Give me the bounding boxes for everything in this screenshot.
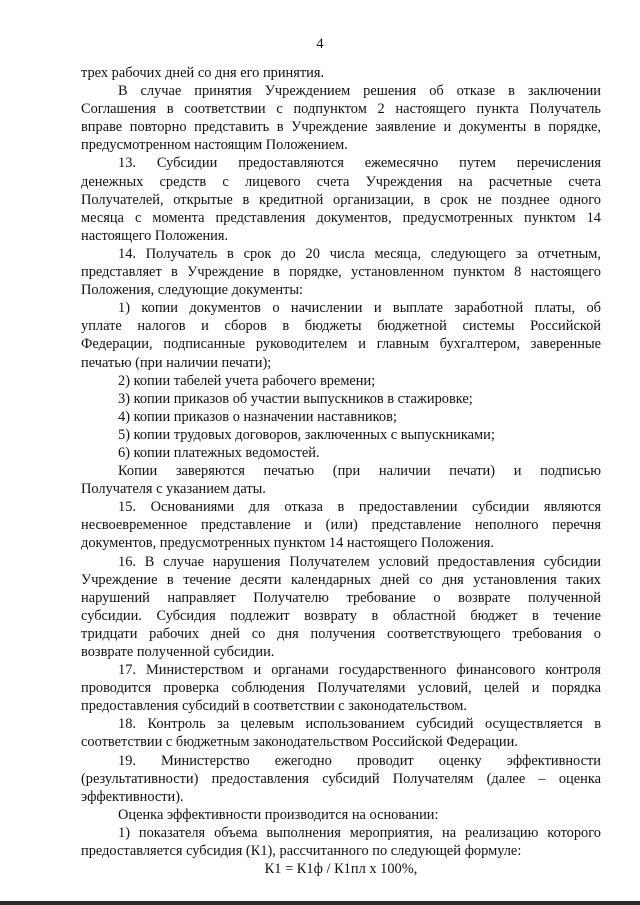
text-line: Оценка эффективности производится на основании: [118,806,439,823]
text-line: предоставления субсидий в соответствии с законодательством. [81,698,467,715]
text-line: вправе повторно представить в Учреждение заявление и документы в порядке, [81,119,601,136]
text-line: 1) копии документов о начислении и выплате заработной платы, об [118,300,601,317]
text-line: предоставляется субсидия (К1), рассчитанного по следующей формуле: [81,843,522,860]
text-line: 13. Субсидии предоставляются ежемесячно путем перечисления [118,155,601,172]
text-line: нарушений направляет Получателю требование о возврате полученной [81,589,601,606]
text-line: представляет в Учреждение в порядке, установленном пунктом 8 настоящего [81,264,601,281]
text-line: Учреждение в течение десяти календарных дней со дня установления таких [81,571,601,588]
text-line: денежных средств с лицевого счета Учреждения на расчетные счета [81,173,601,190]
text-line: уплате налогов и сборов в бюджеты бюджетной системы Российской [81,318,601,335]
text-line: 18. Контроль за целевым использованием субсидий осуществляется в [118,716,601,733]
text-line: 14. Получатель в срок до 20 числа месяца, следующего за отчетным, [118,245,601,262]
text-line: возврате полученной субсидии. [81,644,275,660]
text-line: тридцати рабочих дней со дня получения соответствующего требования о [81,625,601,642]
text-line: 5) копии трудовых договоров, заключенных с выпускниками; [118,426,495,443]
text-line: 16. В случае нарушения Получателем условий предоставления субсидии [118,553,601,570]
text-line: Соглашения в соответствии с подпунктом 2 настоящего пункта Получатель [81,101,601,118]
text-line: 4) копии приказов о назначении наставников; [118,408,397,425]
text-line: 1) показателя объема выполнения мероприятия, на реализацию которого [118,824,601,841]
text-line: соответствии с бюджетным законодательством Российской Федерации. [81,734,518,751]
page-bottom-edge [0,901,640,905]
text-line: 15. Основаниями для отказа в предоставлении субсидии являются [118,499,601,516]
text-line: 19. Министерство ежегодно проводит оценку эффективности [118,752,601,769]
text-line: К1 = К1ф / К1пл х 100%, [264,861,418,878]
text-line: 6) копии платежных ведомостей. [118,444,320,461]
text-line: документов, предусмотренных пунктом 14 настоящего Положения. [81,535,495,552]
text-line: печатью (при наличии печати); [81,354,272,371]
text-line: В случае принятия Учреждением решения об отказе в заключении [118,83,601,100]
text-line: 3) копии приказов об участии выпускников в стажировке; [118,390,473,407]
text-line: трех рабочих дней со дня его принятия. [81,65,325,81]
page-number: 4 [316,36,324,52]
text-line: Копии заверяются печатью (при наличии печати) и подписью [118,463,601,480]
text-line: Положения, следующие документы: [81,282,304,299]
text-line: эффективности). [81,788,184,805]
text-line: 17. Министерством и органами государственного финансового контроля [118,662,601,679]
text-line: предусмотренном настоящим Положением. [81,137,348,154]
text-line: субсидии. Субсидия подлежит возврату в областной бюджет в течение [81,607,601,624]
text-line: настоящего Положения. [81,227,229,244]
text-line: 2) копии табелей учета рабочего времени; [118,372,376,389]
text-line: Федерации, подписанные руководителем и главным бухгалтером, заверенные [81,336,601,353]
text-line: Получателя с указанием даты. [81,481,266,498]
text-line: несвоевременное представление и (или) представление неполного перечня [81,517,601,534]
text-line: месяца с момента представления документов, предусмотренных пунктом 14 [81,209,601,226]
text-line: (результативности) предоставления субсидий Получателям (далее – оценка [81,770,601,787]
text-line: проводится проверка соблюдения Получателями условий, целей и порядка [81,680,601,697]
document-body [81,64,601,878]
text-line: Получателей, открытые в кредитной организации, в срок не позднее одного [81,191,601,208]
